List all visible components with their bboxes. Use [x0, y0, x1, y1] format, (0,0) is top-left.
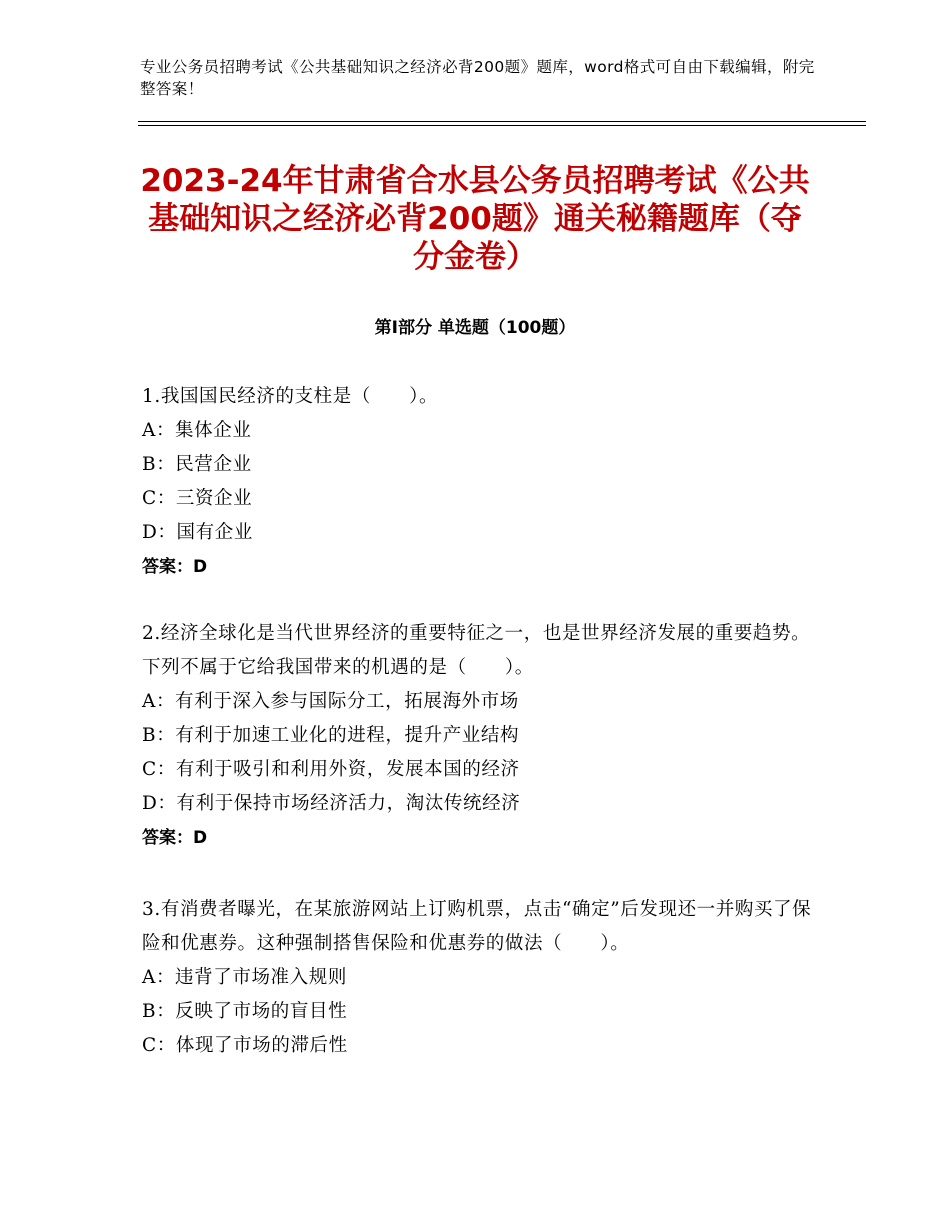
option-c: C：三资企业	[142, 488, 253, 509]
option-a: A：有利于深入参与国际分工，拓展海外市场	[142, 691, 519, 712]
option-b: B：反映了市场的盲目性	[142, 1001, 348, 1022]
question-stem: 2.经济全球化是当代世界经济的重要特征之一，也是世界经济发展的重要趋势。下列不属于它给我国带来的机遇的是（ ）。	[142, 623, 811, 678]
option-d: D：国有企业	[142, 522, 253, 543]
question-3	[142, 893, 812, 1063]
question-stem: 3.有消费者曝光，在某旅游网站上订购机票，点击“确定”后发现还一并购买了保险和优惠券。这种强制搭售保险和优惠券的做法（ ）。	[142, 899, 812, 954]
answer: 答案：D	[142, 828, 208, 848]
header-note: 专业公务员招聘考试《公共基础知识之经济必背200题》题库，word格式可自由下载编辑，附完整答案！	[140, 58, 815, 98]
answer: 答案：D	[142, 557, 208, 577]
option-c: C：有利于吸引和利用外资，发展本国的经济	[142, 759, 520, 780]
option-b: B：民营企业	[142, 454, 252, 475]
option-d: D：有利于保持市场经济活力，淘汰传统经济	[142, 793, 521, 814]
question-1	[142, 380, 812, 584]
document-title: 2023-24年甘肃省合水县公务员招聘考试《公共基础知识之经济必背200题》通关秘籍题库（夺分金卷）	[140, 163, 810, 275]
option-b: B：有利于加速工业化的进程，提升产业结构	[142, 725, 520, 746]
option-a: A：集体企业	[142, 420, 252, 441]
question-2	[142, 617, 812, 855]
option-a: A：违背了市场准入规则	[142, 967, 347, 988]
header-divider-top	[138, 121, 866, 122]
question-stem: 1.我国国民经济的支柱是（ ）。	[142, 386, 439, 407]
section-title: 第Ⅰ部分 单选题（100题）	[374, 318, 576, 338]
header-divider-bottom	[138, 125, 866, 126]
option-c: C：体现了市场的滞后性	[142, 1035, 348, 1056]
